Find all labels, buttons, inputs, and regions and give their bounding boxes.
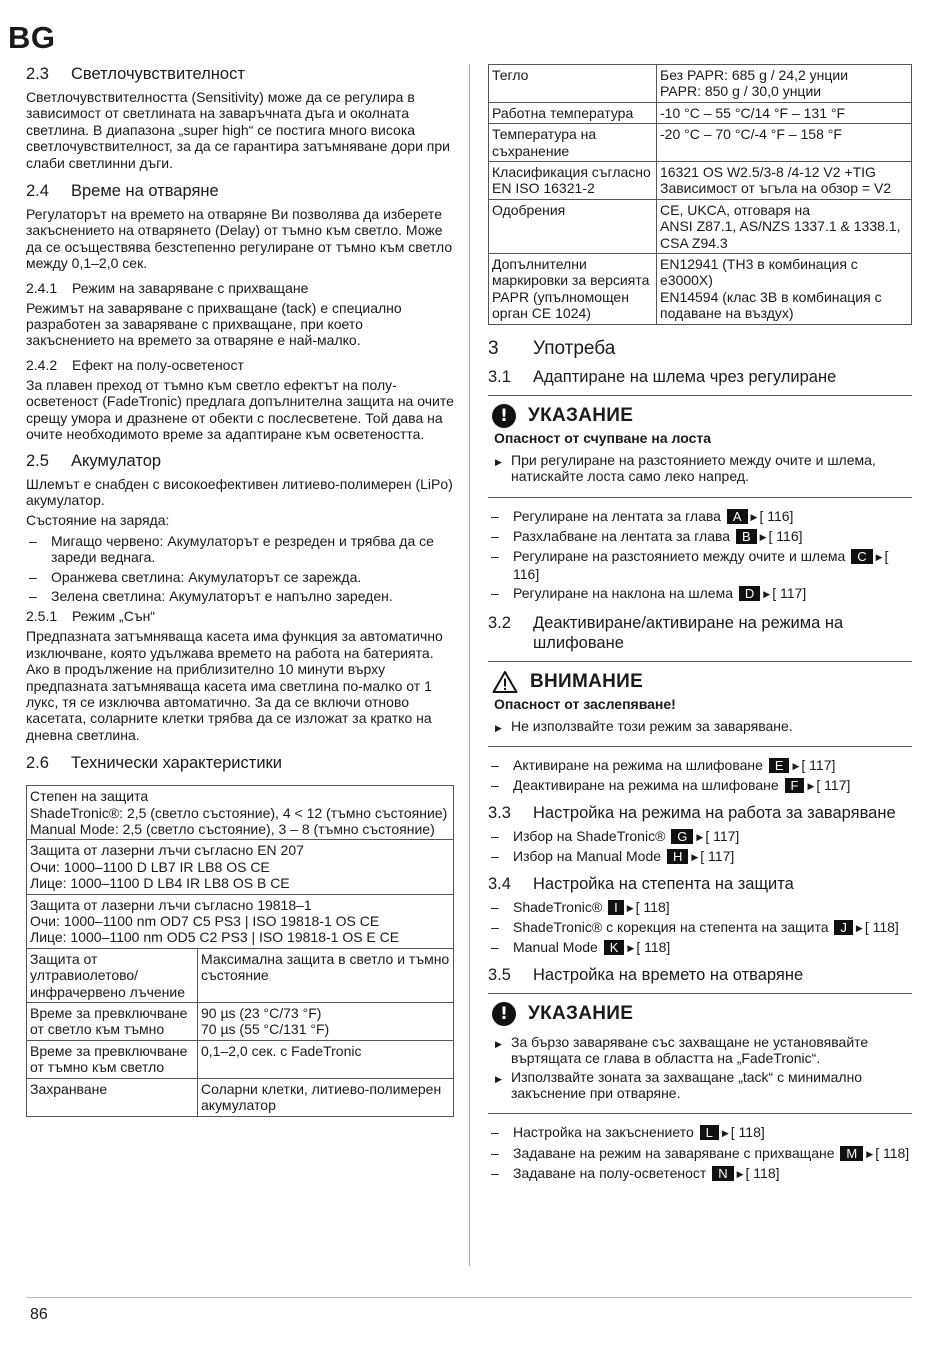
subsection-heading: 2.4.1 Режим на заваряване с прихващане — [26, 279, 309, 296]
table-cell: Температура на съхранение — [489, 124, 657, 162]
column-divider — [469, 64, 470, 1266]
notice-list — [488, 1034, 912, 1102]
figure-badge: M — [840, 1146, 863, 1161]
list-item: – Регулиране на наклона на шлема D ▶ [ 117] — [488, 585, 912, 602]
table-cell: -10 °C – 55 °C/14 °F – 131 °F — [657, 102, 912, 123]
signal-word: УКАЗАНИЕ — [528, 404, 634, 426]
arrow-icon: ▶ — [736, 1169, 744, 1180]
left-column — [26, 64, 454, 1117]
step-list — [488, 757, 912, 795]
list-item: – Регулиране на разстоянието между очите и шлема C ▶ [ 116] — [488, 548, 912, 582]
page-reference[interactable]: [ 116] — [759, 507, 794, 524]
figure-badge: E — [769, 758, 790, 773]
language-code: BG — [8, 20, 56, 55]
table-cell: Работна температура — [489, 102, 657, 123]
page-reference[interactable]: [ 118] — [864, 918, 899, 935]
table-cell: 90 µs (23 °C/73 °F) 70 µs (55 °C/131 °F) — [198, 1003, 454, 1041]
table-row — [489, 124, 912, 162]
paragraph: Шлемът е снабден с високоефективен литиево-полимерен (LiPo) акумулатор. — [26, 475, 453, 508]
list-item: ▶ Използвайте зоната за захващане „tack“ с минимално закъснение при отваряне. — [488, 1069, 912, 1102]
arrow-icon: ▶ — [792, 760, 800, 771]
arrow-icon: ▶ — [627, 943, 635, 954]
paragraph: Режимът на заваряване с прихващане (tack) е специално разработен за заваряване с прихващане, при което закъснението на времето за отваряне е най-малко. — [26, 299, 402, 349]
list-item: – ShadeTronic® I ▶ [ 118] — [488, 899, 912, 916]
subsection-heading: 2.4.2 Ефект на полу-осветеност — [26, 356, 244, 373]
page-number: 86 — [30, 1306, 48, 1323]
table-cell: Степен на защита ShadeTronic®: 2,5 (светло състояние), 4 < 12 (тъмно състояние) Manual Mode: 2,5 (светло състояние), 3 – 8 (тъмно състояние) — [27, 786, 454, 840]
table-row — [489, 65, 912, 103]
subsection-heading: 2.5.1 Режим „Сън“ — [26, 608, 155, 625]
figure-badge: J — [834, 920, 853, 935]
rule — [488, 1113, 912, 1114]
list-item: – Мигащо червено: Акумулаторът е резреден и трябва да се зареди веднага. — [26, 533, 454, 566]
notice-header — [492, 670, 912, 694]
charge-status-list — [26, 533, 454, 605]
table-cell: Време за превключване от тъмно към светло — [27, 1040, 198, 1078]
table-cell: CE, UKCA, отговаря на ANSI Z87.1, AS/NZS 1337.1 & 1338.1, CSA Z94.3 — [657, 199, 912, 253]
figure-badge: C — [851, 549, 872, 564]
table-cell: Защита от ултравиолетово/ инфрачервено лъчение — [27, 948, 198, 1002]
page-reference[interactable]: [ 117] — [816, 777, 851, 794]
step-list — [488, 1124, 912, 1182]
arrow-icon: ▶ — [866, 1148, 874, 1159]
section-heading: 3.3 Настройка на режима на работа за заваряване — [488, 803, 896, 822]
list-item: – Зелена светлина: Акумулаторът е напълно зареден. — [26, 588, 454, 604]
notice-hazard: Опасност от заслепяване! — [494, 695, 676, 712]
list-item: – Активиране на режима на шлифоване E ▶ [ 117] — [488, 757, 912, 774]
figure-badge: G — [671, 829, 693, 844]
step-list — [488, 508, 912, 603]
list-item: – Избор на Manual Mode H ▶ [ 117] — [488, 848, 912, 865]
table-cell: Без PAPR: 685 g / 24,2 унции PAPR: 850 g / 30,0 унции — [657, 65, 912, 103]
table-row — [27, 840, 454, 894]
table-cell: Максимална защита в светло и тъмно състояние — [198, 948, 454, 1002]
signal-word: УКАЗАНИЕ — [528, 1002, 634, 1024]
table-cell: Захранване — [27, 1078, 198, 1116]
table-cell: Одобрения — [489, 199, 657, 253]
table-cell: Допълнителни маркировки за версията PAPR (упълномощен орган CE 1024) — [489, 254, 657, 325]
figure-badge: L — [700, 1125, 719, 1140]
paragraph: Светлочувствителността (Sensitivity) може да се регулира в зависимост от светлината на заваръчната дъга и околната светлина. В диапазона „super high“ се постига много висока светлочувствителност, за да се гарантира затъмняване дори при слаби светлинни дъги. — [26, 89, 450, 171]
table-row — [489, 102, 912, 123]
paragraph: За плавен преход от тъмно към светло ефектът на полу-осветеност (FadeTronic) предлага допълнителна защита на очите срещу умора и дразнене от обекти с послесветене. Той дава на очите необходимото време за адаптиране към осветеността. — [26, 376, 454, 443]
exclamation-icon: ! — [492, 404, 516, 428]
notice-box — [488, 662, 912, 746]
table-cell: -20 °C – 70 °C/-4 °F – 158 °F — [657, 124, 912, 162]
list-item: – Manual Mode K ▶ [ 118] — [488, 939, 912, 956]
page-reference[interactable]: [ 118] — [636, 939, 671, 956]
section-heading: 3.2 Деактивиране/активиране на режима на шлифоване — [488, 613, 844, 652]
arrow-icon: ▶ — [691, 852, 699, 863]
paragraph: Предпазната затъмняваща касета има функция за автоматично изключване, която удължава времето на работа на батерията. Ако в продължение на приблизително 10 минути върху предпазната затъмняваща касета има светлина по-малко от 1 лукс, тя се изключва автоматично. За да се включи отново касетата, соларните клетки трябва да се изложат за кратко на дневна светлина. — [26, 628, 443, 743]
notice-header — [492, 404, 912, 428]
page-reference[interactable]: [ 118] — [635, 898, 670, 915]
page-reference[interactable]: [ 116] — [768, 527, 803, 544]
table-cell: Защита от лазерни лъчи съгласно 19818–1 Очи: 1000–1100 nm OD7 C5 PS3 | ISO 19818-1 OS CE Лице: 1000–1100 nm OD5 C2 PS3 | ISO 19818-1 OS E CE — [27, 894, 454, 948]
table-row — [27, 1078, 454, 1116]
figure-badge: A — [727, 509, 748, 524]
right-column — [488, 64, 912, 1187]
figure-badge: I — [608, 900, 624, 915]
notice-list — [488, 718, 912, 734]
page-reference[interactable]: [ 118] — [745, 1165, 780, 1182]
spec-table-continued — [488, 64, 912, 325]
list-item: – ShadeTronic® с корекция на степента на защита J ▶ [ 118] — [488, 919, 912, 936]
section-heading: 2.4 Време на отваряне — [26, 182, 219, 201]
charge-label: Състояние на заряда: — [26, 512, 170, 529]
list-item: – Разхлабване на лентата за глава B ▶ [ 116] — [488, 528, 912, 545]
table-row — [27, 1003, 454, 1041]
notice-box — [488, 994, 912, 1114]
table-cell: 16321 OS W2.5/3-8 /4-12 V2 +TIG Зависимост от ъгъла на обзор = V2 — [657, 162, 912, 200]
page-reference[interactable]: [ 118] — [730, 1124, 765, 1141]
list-item: – Избор на ShadeTronic® G ▶ [ 117] — [488, 828, 912, 845]
step-list — [488, 899, 912, 957]
page-reference[interactable]: [ 117] — [772, 585, 807, 602]
chapter-heading: 3 Употреба — [488, 337, 616, 359]
list-item: – Регулиране на лентата за глава A ▶ [ 116] — [488, 508, 912, 525]
page-reference[interactable]: [ 117] — [700, 848, 735, 865]
exclamation-icon: ! — [492, 1002, 516, 1026]
notice-hazard: Опасност от счупване на лоста — [494, 429, 711, 446]
table-cell: Тегло — [489, 65, 657, 103]
arrow-icon: ▶ — [759, 531, 767, 542]
table-row — [489, 162, 912, 200]
table-cell: Защита от лазерни лъчи съгласно EN 207 Очи: 1000–1100 D LB7 IR LB8 OS CE Лице: 1000–1100 D LB4 IR LB8 OS B CE — [27, 840, 454, 894]
notice-list — [488, 452, 912, 485]
section-heading: 3.5 Настройка на времето на отваряне — [488, 965, 804, 984]
arrow-icon: ▶ — [696, 831, 704, 842]
list-item: – Оранжева светлина: Акумулаторът се зарежда. — [26, 569, 454, 585]
rule — [488, 746, 912, 747]
footer-rule — [26, 1297, 912, 1298]
rule — [488, 497, 912, 498]
table-row — [27, 894, 454, 948]
table-row — [489, 254, 912, 325]
section-heading: 3.1 Адаптиране на шлема чрез регулиране — [488, 367, 837, 386]
table-cell: EN12941 (TH3 в комбинация с e3000X) EN14594 (клас 3B в комбинация с подаване на въздух) — [657, 254, 912, 325]
table-cell: Класификация съгласно EN ISO 16321-2 — [489, 162, 657, 200]
section-heading: 2.6 Технически характеристики — [26, 754, 282, 773]
page-reference[interactable]: [ 117] — [801, 756, 836, 773]
notice-header — [492, 1002, 912, 1026]
table-cell: Соларни клетки, литиево-полимерен акумулатор — [198, 1078, 454, 1116]
list-item: ▶ При регулиране на разстоянието между очите и шлема, натискайте лоста само леко напред. — [488, 452, 912, 485]
arrow-icon: ▶ — [750, 511, 758, 522]
list-item: – Деактивиране на режима на шлифоване F ▶ [ 117] — [488, 777, 912, 794]
list-item: – Настройка на закъснението L ▶ [ 118] — [488, 1124, 912, 1141]
figure-badge: D — [739, 586, 760, 601]
page-reference[interactable]: [ 116] — [513, 548, 889, 582]
list-item: ▶ Не използвайте този режим за заваряване. — [488, 718, 912, 734]
arrow-icon: ▶ — [855, 922, 863, 933]
step-list — [488, 828, 912, 866]
figure-badge: B — [736, 529, 757, 544]
table-cell: 0,1–2,0 сек. с FadeTronic — [198, 1040, 454, 1078]
section-heading: 3.4 Настройка на степента на защита — [488, 874, 794, 893]
arrow-icon: ▶ — [626, 902, 634, 913]
arrow-icon: ▶ — [807, 781, 815, 792]
arrow-icon: ▶ — [721, 1128, 729, 1139]
table-cell: Време за превключване от светло към тъмно — [27, 1003, 198, 1041]
table-row — [27, 786, 454, 840]
table-row — [27, 948, 454, 1002]
page-reference[interactable]: [ 118] — [875, 1144, 910, 1161]
paragraph: Регулаторът на времето на отваряне Ви позволява да изберете закъснението на отварянето (Delay) от тъмно към светло. Може да се осъществява безстепенно регулиране от тъмно към светло между 0,1–2,0 сек. — [26, 206, 453, 272]
page-reference[interactable]: [ 117] — [705, 827, 740, 844]
figure-badge: F — [785, 778, 805, 793]
table-row — [27, 1040, 454, 1078]
notice-box — [488, 396, 912, 497]
arrow-icon: ▶ — [875, 552, 883, 563]
figure-badge: K — [604, 940, 625, 955]
section-heading: 2.3 Светлочувствителност — [26, 65, 245, 83]
spec-table — [26, 785, 454, 1116]
warning-icon — [492, 670, 518, 694]
list-item: – Задаване на полу-осветеност N ▶ [ 118] — [488, 1165, 912, 1182]
figure-badge: N — [712, 1166, 733, 1181]
signal-word: ВНИМАНИЕ — [530, 670, 644, 692]
arrow-icon: ▶ — [763, 589, 771, 600]
list-item: ▶ За бързо заваряване със захващане не установявайте въртящата се глава в областта на „FadeTronic“. — [488, 1034, 912, 1067]
section-heading: 2.5 Акумулатор — [26, 451, 162, 470]
list-item: – Задаване на режим на заваряване с прихващане M ▶ [ 118] — [488, 1145, 912, 1162]
table-row — [489, 199, 912, 253]
figure-badge: H — [667, 849, 688, 864]
